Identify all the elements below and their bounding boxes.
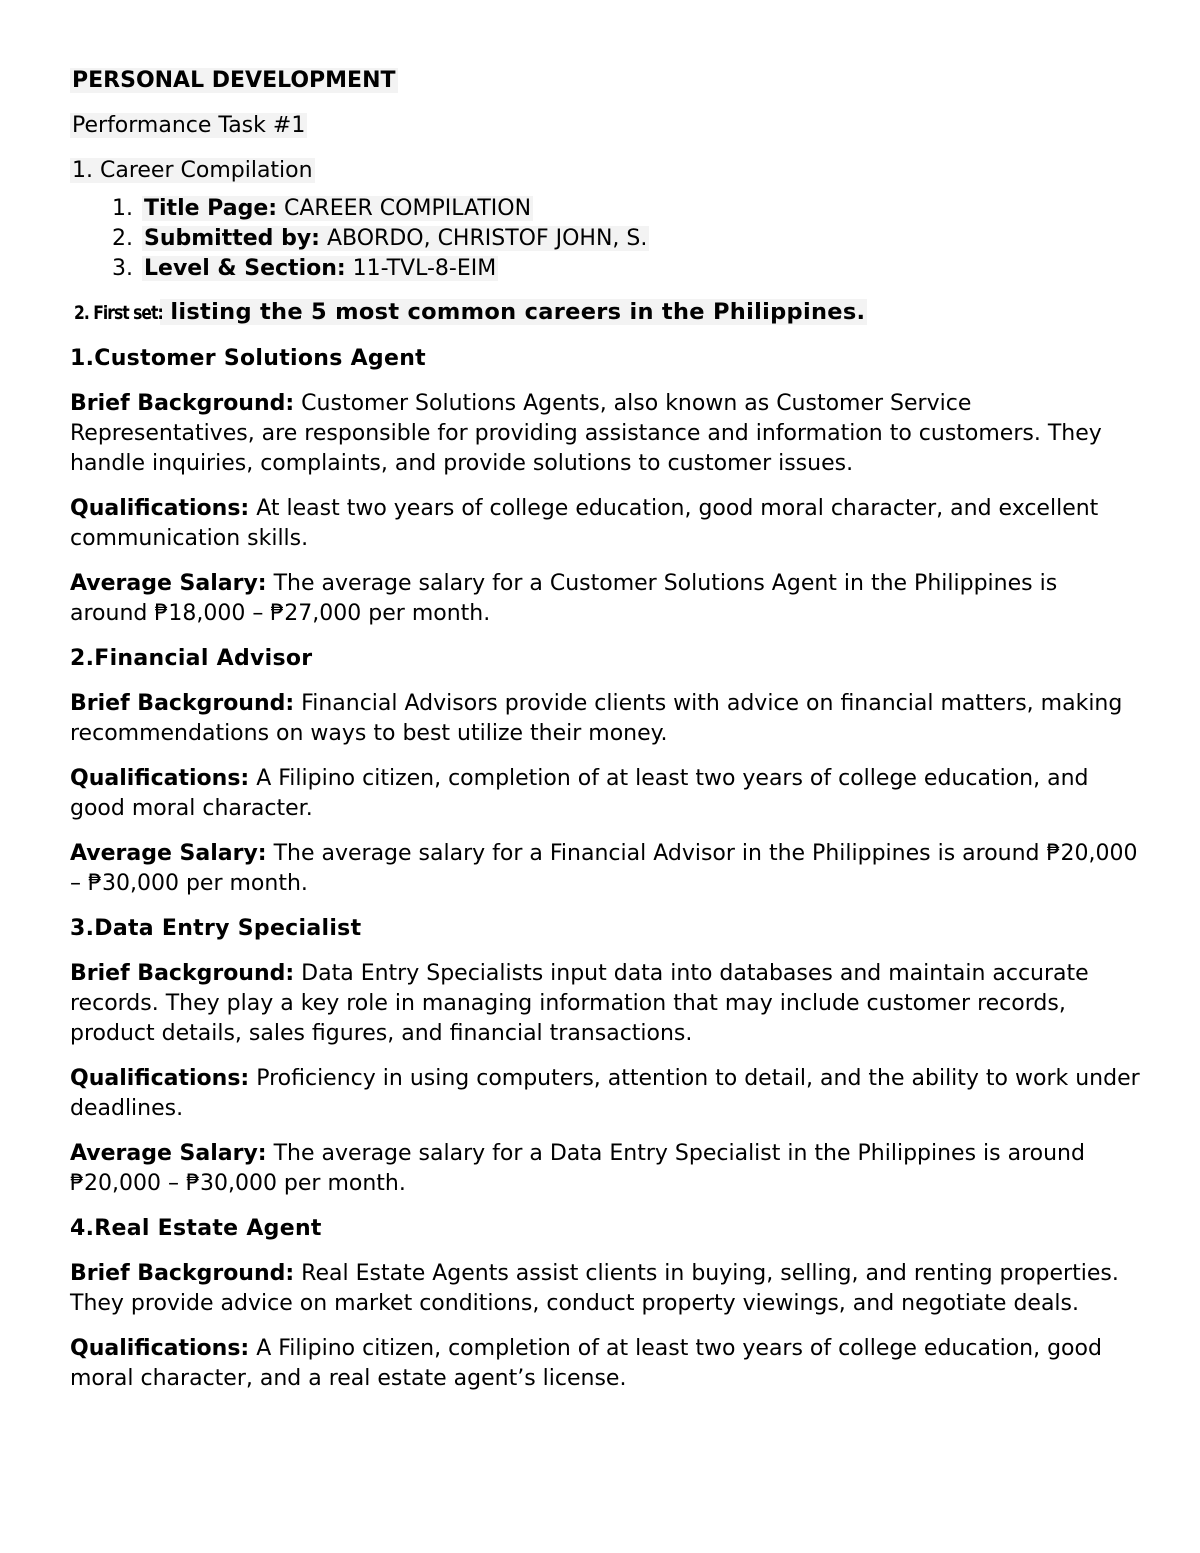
section-heading-text: 1. Career Compilation bbox=[72, 158, 313, 183]
first-set-heading bbox=[74, 296, 1140, 329]
document-title-text: PERSONAL DEVELOPMENT bbox=[72, 68, 396, 93]
qualifications-text: A Filipino citizen, completion of at least two years of college education, good moral character, and a real estate agent’s license. bbox=[70, 1336, 1102, 1391]
qualifications-label: Qualifications: bbox=[70, 766, 250, 791]
background-text: Financial Advisors provide clients with advice on financial matters, making recommendations on ways to best utilize their money. bbox=[70, 691, 1123, 746]
career-heading: 4.Real Estate Agent bbox=[70, 1216, 322, 1241]
career-heading: 2.Financial Advisor bbox=[70, 646, 313, 671]
qualifications-label: Qualifications: bbox=[70, 1336, 250, 1361]
career-qualifications bbox=[70, 764, 1140, 824]
career-salary bbox=[70, 569, 1140, 629]
background-label: Brief Background: bbox=[70, 961, 295, 986]
background-label: Brief Background: bbox=[70, 691, 295, 716]
info-value: CAREER COMPILATION bbox=[277, 196, 532, 221]
qualifications-text: A Filipino citizen, completion of at least two years of college education, and good moral character. bbox=[70, 766, 1089, 821]
document-title bbox=[70, 66, 1140, 96]
info-list bbox=[70, 194, 1140, 284]
career-qualifications bbox=[70, 1064, 1140, 1124]
info-value: 11-TVL-8-EIM bbox=[345, 256, 497, 281]
career-qualifications bbox=[70, 1334, 1140, 1394]
salary-label: Average Salary: bbox=[70, 1141, 267, 1166]
salary-label: Average Salary: bbox=[70, 841, 267, 866]
task-title bbox=[70, 111, 1140, 141]
career-heading: 1.Customer Solutions Agent bbox=[70, 346, 426, 371]
task-title-text: Performance Task #1 bbox=[72, 113, 306, 138]
info-item-submitted-by bbox=[142, 224, 1140, 254]
background-text: Real Estate Agents assist clients in buying, selling, and renting properties. They provide advice on market conditions, conduct property viewings, and negotiate deals. bbox=[70, 1261, 1119, 1316]
career-background bbox=[70, 959, 1140, 1049]
salary-text: The average salary for a Data Entry Specialist in the Philippines is around ₱20,000 – ₱30,000 per month. bbox=[70, 1141, 1085, 1196]
first-set-text: listing the 5 most common careers in the Philippines. bbox=[162, 299, 866, 325]
career-salary bbox=[70, 839, 1140, 899]
info-label: Title Page: bbox=[144, 196, 278, 221]
qualifications-text: At least two years of college education, good moral character, and excellent communication skills. bbox=[70, 496, 1099, 551]
info-label: Level & Section: bbox=[144, 256, 346, 281]
info-item-title-page bbox=[142, 194, 1140, 224]
info-item-text bbox=[142, 226, 649, 251]
background-label: Brief Background: bbox=[70, 1261, 295, 1286]
background-text: Data Entry Specialists input data into databases and maintain accurate records. They play a key role in managing information that may include customer records, product details, sales figures, and financial transactions. bbox=[70, 961, 1089, 1046]
qualifications-label: Qualifications: bbox=[70, 1066, 250, 1091]
background-text: Customer Solutions Agents, also known as Customer Service Representatives, are responsible for providing assistance and information to customers. They handle inquiries, complaints, and provide solutions to customer issues. bbox=[70, 391, 1102, 476]
salary-label: Average Salary: bbox=[70, 571, 267, 596]
section-heading-career-compilation bbox=[70, 156, 1140, 186]
career-salary bbox=[70, 1139, 1140, 1199]
background-label: Brief Background: bbox=[70, 391, 295, 416]
salary-text: The average salary for a Customer Solutions Agent in the Philippines is around ₱18,000 – ₱27,000 per month. bbox=[70, 571, 1058, 626]
info-item-text bbox=[142, 256, 498, 281]
first-set-prefix: 2. First set: bbox=[74, 302, 163, 324]
career-qualifications bbox=[70, 494, 1140, 554]
salary-text: The average salary for a Financial Advisor in the Philippines is around ₱20,000 – ₱30,000 per month. bbox=[70, 841, 1138, 896]
info-item-level-section bbox=[142, 254, 1140, 284]
career-background bbox=[70, 689, 1140, 749]
qualifications-label: Qualifications: bbox=[70, 496, 250, 521]
document-page bbox=[70, 66, 1140, 1409]
career-background bbox=[70, 389, 1140, 479]
career-background bbox=[70, 1259, 1140, 1319]
info-item-text bbox=[142, 196, 533, 221]
info-value: ABORDO, CHRISTOF JOHN, S. bbox=[319, 226, 648, 251]
qualifications-text: Proficiency in using computers, attention to detail, and the ability to work under deadlines. bbox=[70, 1066, 1140, 1121]
info-label: Submitted by: bbox=[144, 226, 320, 251]
career-heading: 3.Data Entry Specialist bbox=[70, 916, 362, 941]
